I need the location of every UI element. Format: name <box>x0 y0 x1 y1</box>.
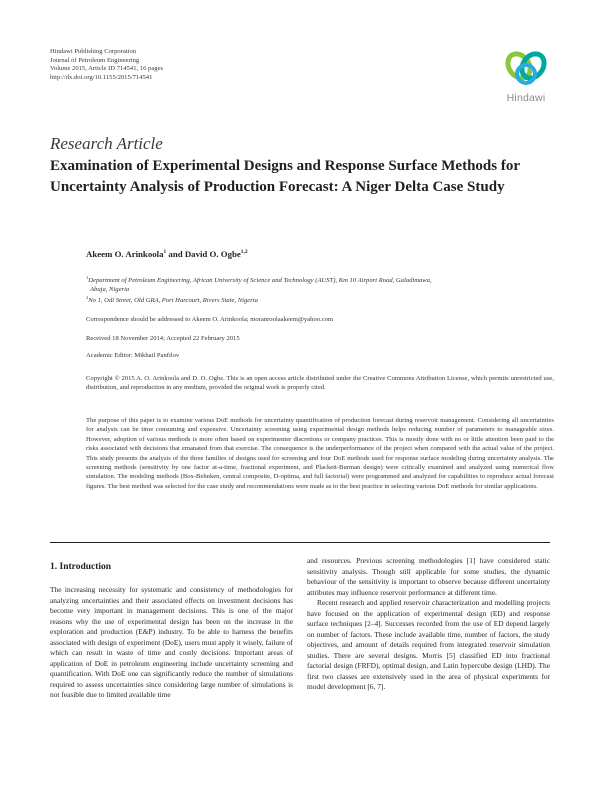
volume-info: Volume 2015, Article ID 714541, 16 pages <box>50 65 164 73</box>
body-column-left <box>50 585 293 701</box>
publisher-name: Hindawi Publishing Corporation <box>50 48 137 55</box>
affiliation-1 <box>86 273 556 295</box>
received-dates: Received 18 November 2014; Accepted 22 February 2015 <box>86 335 240 342</box>
hindawi-logo-icon <box>503 46 549 90</box>
academic-editor: Academic Editor: Mikhail Panfilov <box>86 352 180 359</box>
hindawi-logo-text: Hindawi <box>506 92 546 104</box>
affiliation-text: No 1, Odi Street, Old GRA, Port Harcourt, Rivers State, Nigeria <box>88 297 258 305</box>
hindawi-logo <box>497 46 555 108</box>
journal-header <box>50 48 163 82</box>
author-affiliation-mark: 1 <box>163 249 167 256</box>
correspondence: Correspondence should be addressed to Akeem O. Arinkoola; moranroolaakeem@yahoo.com <box>86 316 334 323</box>
body-column-right <box>307 556 550 693</box>
author-connector: and <box>166 249 185 259</box>
journal-name: Journal of Petroleum Engineering <box>50 56 140 64</box>
body-paragraph: Recent research and applied reservoir characterization and modelling projects have focused on the application of experimental design (ED) and response surface techniques [2–4]. Successes recorded from the use of ED depend largely on number of factors. These include available time, number of factors, the study objectives, and amount of details required from integrated reservoir simulation studies. There are several designs. Morris [5] classified ED into fractional factorial design (FRFD), optimal design, and Latin hypercube design (LHD). The first two classes are extensively used in the area of physical experiments for model development [6, 7]. <box>307 598 550 691</box>
author-name[interactable]: David O. Ogbe <box>184 249 241 259</box>
affiliation-2 <box>86 293 556 305</box>
affiliation-mark: 1 <box>86 275 89 280</box>
body-paragraph: and resources. Previous screening methodologies [1] have considered static sensitivity analysis. Though still applicable for some studies, the dynamic behaviour of the sensitivity is important to observe because different uncertainty attributes may influence reservoir performance at different time. <box>307 556 550 597</box>
author-affiliation-mark: 1,2 <box>240 249 248 256</box>
author-list <box>86 249 248 259</box>
author-name[interactable]: Akeem O. Arinkoola <box>86 249 164 259</box>
body-paragraph: The increasing necessity for systematic and consistency of methodologies for analyzing uncertainties and their associated effects on investment decisions has become very important in management decisions. This is one of the major reasons why the use of experimental design has been on the increase in the exploration and production (E&P) industry. To be able to harness the benefits associated with design of experiment (DoE), users must apply it wisely, failure of which can result in waste of time and costly decisions. Important areas of application of DoE in petroleum engineering include uncertainty screening and quantification. With DoE one can significantly reduce the number of simulations required to assess uncertainties since considering large number of simulations is not feasible due to limited available time <box>50 585 293 699</box>
article-type: Research Article <box>50 134 163 153</box>
affiliation-text-cont: Abuja, Nigeria <box>90 286 130 294</box>
affiliation-mark: 2 <box>86 295 89 300</box>
section-divider <box>50 542 550 543</box>
affiliation-text: Department of Petroleum Engineering, African University of Science and Technology (AUST), Km 10 Airport Road, Galadimawa, <box>88 277 432 285</box>
section-heading: 1. Introduction <box>50 562 112 572</box>
article-title: Examination of Experimental Designs and Response Surface Methods for Uncertainty Analysis of Production Forecast: A Niger Delta Case Study <box>50 158 520 195</box>
abstract: The purpose of this paper is to examine various DoE methods for uncertainty quantification of production forecast during reservoir management. Considering all uncertainties for analysis can be time consuming and expensive. Uncertainty screening using experimental design methods helps reducing number of parameters to manageable sizes. However, adoption of various methods is more often based on experimenter discretions or company practices. This is mostly done with no or little attention been paid to the risks associated with decisions that emanated from that exercise. The consequence is the underperformance of the project when compared with the actual value of the project. This study presents the analysis of the three families of designs used for screening and four DoE methods used for response surface modeling during uncertainty analysis. The screening methods (sensitivity by one factor at-a-time, fractional experiment, and Plackett-Burman design) were critically examined and analyzed using numerical flow simulation. The modeling methods (Box-Behnken, central composite, D-optima, and full factorial) were programmed and analyzed for capabilities to reproduce actual forecast figures. The best method was selected for the case study and recommendations were made as to the best practice in selecting various DoE methods for similar applications. <box>86 417 554 490</box>
copyright-notice: Copyright © 2015 A. O. Arinkoola and D. O. Ogbe. This is an open access article distributed under the Creative Commons Attribution License, which permits unrestricted use, distribution, and reproduction in any medium, provided the original work is properly cited. <box>86 375 554 392</box>
doi-link[interactable]: http://dx.doi.org/10.1155/2015/714541 <box>50 73 153 81</box>
